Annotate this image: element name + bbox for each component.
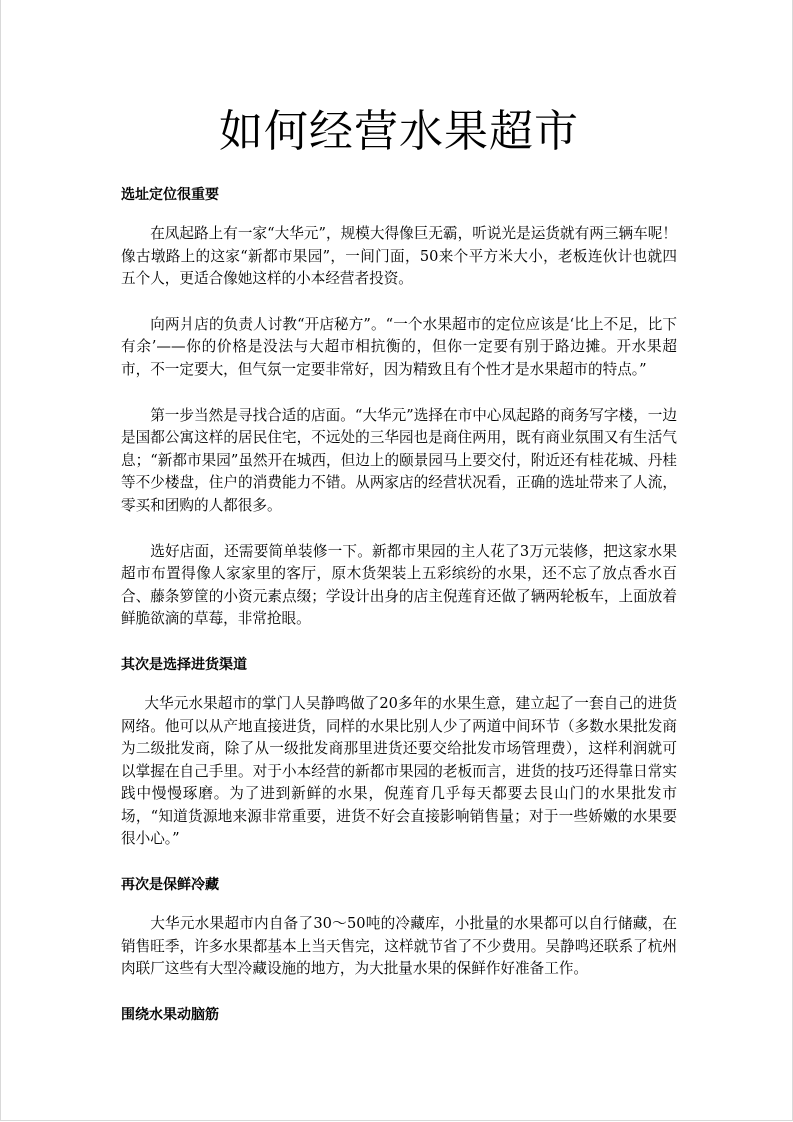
paragraph: 大华元水果超市的掌门人吴静鸣做了20多年的水果生意，建立起了一套自己的进货网络。他可以从产地直接进货，同样的水果比别人少了两道中间环节（多数水果批发商为二级批发商，除了从一级批发商那里进货还要交给批发市场管理费），这样利润就可以掌握在自己手里。对于小本经营的新都市果园的老板而言，进货的技巧还得靠日常实践中慢慢琢磨。为了进到新鲜的水果，倪莲育几乎每天都要去艮山门的水果批发市场，“知道货源地来源非常重要，进货不好会直接影响销售量；对于一些娇嫩的水果要很小心。” bbox=[121, 694, 677, 848]
section-heading: 再次是保鲜冷藏 bbox=[121, 877, 219, 894]
paragraph: 向两爿店的负责人讨教“开店秘方”。“一个水果超市的定位应该是‘比上不足，比下有余’——你的价格是没法与大超市相抗衡的，但你一定要有别于路边摊。开水果超市，不一定要大，但气氛一定要非常好，因为精致且有个性才是水果超市的特点。” bbox=[121, 315, 677, 378]
section-heading: 选址定位很重要 bbox=[121, 187, 219, 203]
section-purchase-channel bbox=[121, 654, 677, 851]
paragraph: 第一步当然是寻找合适的店面。“大华元”选择在市中心凤起路的商务写字楼，一边是国都公寓这样的居民住宅，不远处的三华园也是商住两用，既有商业氛围又有生活气息；“新都市果园”虽然开在城西，但边上的颐景园马上要交付，附近还有桂花城、丹桂等不少楼盘，住户的消费能力不错。从两家店的经营状况看，正确的选址带来了人流，零买和团购的人都很多。 bbox=[121, 406, 677, 514]
document-body bbox=[121, 100, 677, 1043]
section-fruit-ideas bbox=[121, 1004, 677, 1026]
section-site-selection bbox=[121, 184, 677, 631]
paragraph: 在凤起路上有一家“大华元”，规模大得像巨无霸，听说光是运货就有两三辆车呢！像古墩路上的这家“新都市果园”，一间门面，50来个平方米大小，老板连伙计也就四五个人，更适合像她这样的小本经营者投资。 bbox=[121, 225, 677, 288]
paragraph: 大华元水果超市内自备了30～50吨的冷藏库，小批量的水果都可以自行储藏，在销售旺季，许多水果都基本上当天售完，这样就节省了不少费用。吴静鸣还联系了杭州肉联厂这些有大型冷藏设施的地方，为大批量水果的保鲜作好准备工作。 bbox=[121, 915, 677, 978]
document-title: 如何经营水果超市 bbox=[219, 106, 579, 157]
section-cold-storage bbox=[121, 874, 677, 981]
section-heading: 围绕水果动脑筋 bbox=[121, 1006, 219, 1023]
paragraph: 选好店面，还需要简单装修一下。新都市果园的主人花了3万元装修，把这家水果超市布置得像人家家里的客厅，原木货架装上五彩缤纷的水果，还不忘了放点香水百合、藤条箩筐的小资元素点缀；学设计出身的店主倪莲育还做了辆两轮板车，上面放着鲜脆欲滴的草莓，非常抢眼。 bbox=[121, 542, 677, 628]
section-heading: 其次是选择进货渠道 bbox=[121, 656, 247, 673]
